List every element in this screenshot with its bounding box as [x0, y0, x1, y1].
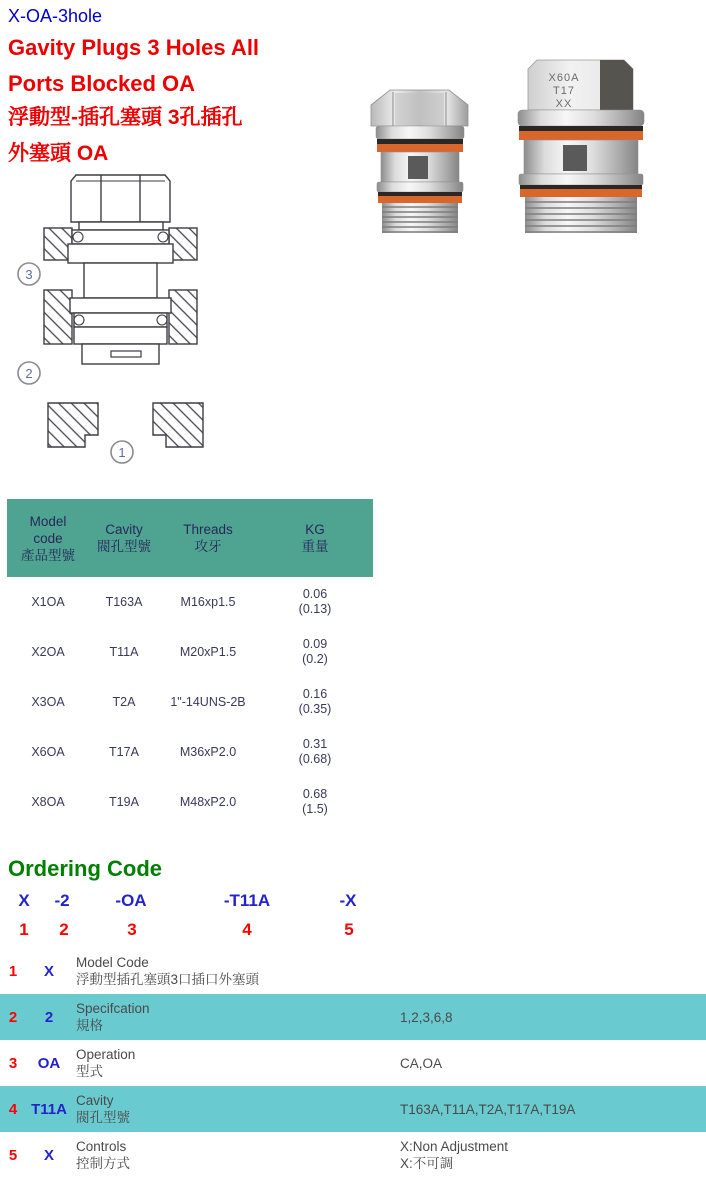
ordering-segment-code-3: -OA [115, 891, 147, 910]
part-number: X-OA-3hole [8, 6, 103, 26]
plug-stamp-line1: X60A [548, 72, 580, 84]
ordering-segment-num-3: 3 [127, 920, 137, 939]
spec-cell-model: X8OA [31, 794, 65, 809]
detail-row-operation [0, 1040, 706, 1086]
ordering-segment-code-4: -T11A [223, 891, 271, 910]
detail-label: Controls 控制方式 [76, 1139, 130, 1171]
spec-cell-kg: 0.31 (0.68) [298, 737, 332, 766]
detail-num: 2 [8, 1008, 18, 1026]
detail-label: Model Code 浮動型插孔塞頭3口插口外塞頭 [76, 955, 260, 987]
diagram-port-label-1: 1 [118, 445, 126, 460]
ordering-segment-code-5: -X [339, 891, 357, 910]
detail-row-cavity [0, 1086, 706, 1132]
spec-cell-kg: 0.68 (1.5) [302, 787, 328, 816]
detail-num: 4 [8, 1100, 18, 1118]
spec-cell-kg: 0.16 (0.35) [298, 687, 332, 716]
detail-value: X:Non Adjustment X:不可調 [400, 1139, 509, 1171]
spec-cell-model: X6OA [31, 744, 65, 759]
ordering-segment-code-1: X [18, 891, 30, 910]
ordering-segment-num-5: 5 [344, 920, 354, 939]
spec-cell-threads: M16xp1.5 [180, 594, 236, 609]
detail-value: 1,2,3,6,8 [400, 1009, 453, 1025]
detail-label: Cavity 閥孔型號 [76, 1093, 130, 1125]
spec-header-cavity: Cavity 閥孔型號 [97, 522, 151, 554]
spec-cell-cavity: T17A [109, 744, 139, 759]
detail-code: 2 [44, 1008, 54, 1026]
detail-value: CA,OA [400, 1055, 443, 1071]
ordering-segment-code-2: -2 [54, 891, 70, 910]
spec-row [7, 577, 373, 627]
spec-table-header [7, 499, 373, 577]
spec-cell-cavity: T19A [109, 794, 139, 809]
spec-cell-cavity: T11A [109, 644, 139, 659]
page-title-zh-line2: 外塞頭 OA [8, 142, 109, 165]
product-photo-large-plug [500, 55, 662, 235]
spec-header-kg: KG 重量 [301, 522, 329, 554]
detail-label: Specifcation 規格 [76, 1001, 150, 1033]
diagram-port-label-3: 3 [25, 267, 33, 282]
detail-num: 5 [8, 1146, 18, 1164]
spec-row [7, 627, 373, 677]
detail-row-controls [0, 1132, 706, 1178]
detail-row-specification [0, 994, 706, 1040]
detail-code: X [43, 1146, 54, 1164]
plug-stamp-line3: XX [555, 98, 573, 110]
plug-stamp-line2: T17 [553, 85, 575, 97]
spec-table [7, 499, 373, 827]
detail-code: OA [37, 1054, 61, 1072]
detail-num: 3 [8, 1054, 18, 1072]
page-title-en-line2: Ports Blocked OA [8, 71, 196, 96]
page-title-zh-line1: 浮動型-插孔塞頭 3孔插孔 [8, 106, 243, 129]
ordering-detail-table [0, 948, 706, 1178]
spec-cell-model: X1OA [31, 594, 65, 609]
detail-row-model-code [0, 948, 706, 994]
detail-value: T163A,T11A,T2A,T17A,T19A [400, 1101, 576, 1117]
spec-cell-threads: 1"-14UNS-2B [170, 694, 246, 709]
page-title-en [8, 30, 259, 102]
detail-code: T11A [31, 1100, 67, 1118]
spec-cell-kg: 0.06 (0.13) [298, 587, 332, 616]
ordering-segment-num-4: 4 [242, 920, 252, 939]
ordering-segment-num-1: 1 [19, 920, 29, 939]
product-photo-small-plug [362, 80, 477, 235]
spec-cell-threads: M36xP2.0 [179, 744, 237, 759]
spec-cell-model: X2OA [31, 644, 65, 659]
detail-code: X [43, 962, 54, 980]
spec-header-threads: Threads 攻牙 [183, 522, 233, 554]
diagram-port-label-2: 2 [25, 366, 33, 381]
page-title-en-line1: Gavity Plugs 3 Holes All [8, 35, 260, 60]
spec-cell-cavity: T163A [105, 594, 143, 609]
ordering-code-heading: Ordering Code [8, 856, 163, 881]
ordering-segment-num-2: 2 [59, 920, 69, 939]
spec-cell-threads: M48xP2.0 [179, 794, 237, 809]
spec-header-model: Model code 產品型號 [21, 513, 75, 563]
spec-row [7, 677, 373, 727]
spec-row [7, 777, 373, 827]
cross-section-diagram [8, 168, 218, 468]
page-title-zh [8, 100, 243, 172]
detail-num: 1 [8, 962, 18, 980]
spec-cell-kg: 0.09 (0.2) [302, 637, 328, 666]
detail-label: Operation 型式 [76, 1047, 136, 1079]
spec-row [7, 727, 373, 777]
spec-cell-cavity: T2A [112, 694, 136, 709]
spec-cell-threads: M20xP1.5 [179, 644, 237, 659]
spec-cell-model: X3OA [31, 694, 65, 709]
